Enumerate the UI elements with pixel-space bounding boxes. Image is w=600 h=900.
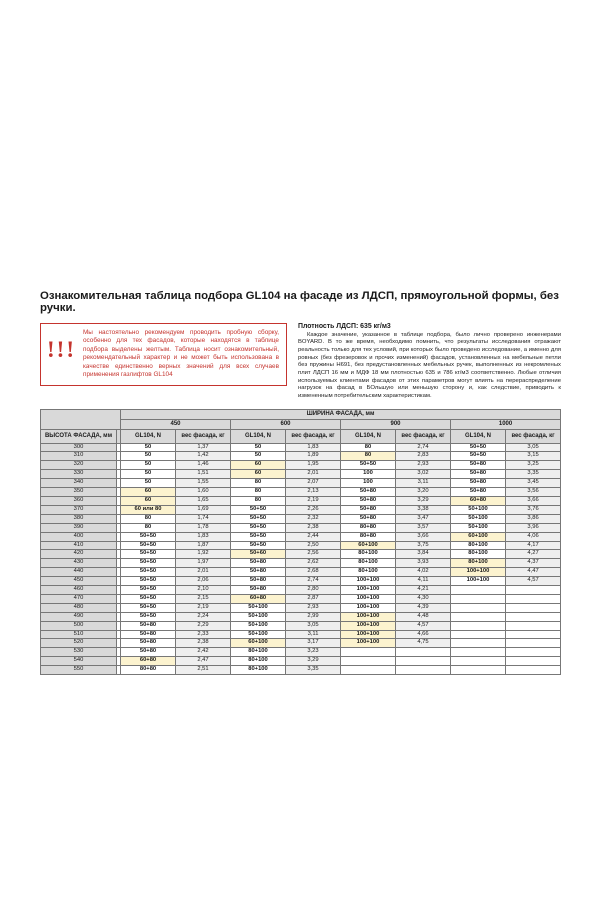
facade-height-cell: 440 (41, 568, 117, 577)
gl104-value-cell: 100 (341, 470, 396, 479)
facade-height-cell: 470 (41, 594, 117, 603)
gl104-value-cell: 50+60 (231, 550, 286, 559)
width-value-header: 900 (341, 419, 451, 429)
facade-weight-cell: 2,33 (176, 630, 231, 639)
warning-box (40, 323, 287, 386)
gl104-value-cell: 80 (231, 479, 286, 488)
facade-height-cell: 490 (41, 612, 117, 621)
facade-height-cell: 310 (41, 452, 117, 461)
gl104-value-cell: 50+50 (121, 532, 176, 541)
table-row (41, 470, 561, 479)
facade-weight-cell: 3,15 (506, 452, 561, 461)
facade-weight-cell: 2,68 (286, 568, 341, 577)
facade-weight-cell: 3,29 (396, 496, 451, 505)
facade-height-cell: 340 (41, 479, 117, 488)
facade-weight-cell: 2,93 (396, 461, 451, 470)
facade-weight-cell: 3,02 (396, 470, 451, 479)
gl104-value-cell: 50+100 (451, 514, 506, 523)
facade-weight-cell: 1,83 (176, 532, 231, 541)
facade-height-cell: 540 (41, 657, 117, 666)
table-body (41, 443, 561, 675)
facade-weight-cell: 3,38 (396, 505, 451, 514)
gl104-value-cell: 80 (231, 488, 286, 497)
facade-weight-cell: 2,01 (176, 568, 231, 577)
gl104-value-cell: 50+100 (231, 621, 286, 630)
empty-cell (341, 666, 396, 675)
facade-weight-cell: 2,80 (286, 586, 341, 595)
gl104-value-cell: 60+80 (231, 594, 286, 603)
facade-weight-cell: 4,02 (396, 568, 451, 577)
facade-weight-cell: 1,55 (176, 479, 231, 488)
facade-weight-cell: 2,47 (176, 657, 231, 666)
empty-cell (396, 657, 451, 666)
gl104-value-cell: 50+50 (231, 514, 286, 523)
weight-column-header: вес фасада, кг (396, 429, 451, 443)
empty-cell (506, 639, 561, 648)
facade-weight-cell: 2,19 (286, 496, 341, 505)
facade-weight-cell: 1,74 (176, 514, 231, 523)
facade-height-cell: 360 (41, 496, 117, 505)
gl104-value-cell: 50+80 (451, 488, 506, 497)
facade-weight-cell: 3,11 (396, 479, 451, 488)
gl104-value-cell: 50+80 (341, 514, 396, 523)
weight-column-header: вес фасада, кг (286, 429, 341, 443)
facade-weight-cell: 4,39 (396, 603, 451, 612)
empty-cell (506, 630, 561, 639)
empty-cell (451, 603, 506, 612)
facade-weight-cell: 2,06 (176, 577, 231, 586)
gl104-value-cell: 80+100 (231, 648, 286, 657)
gl104-value-cell: 50+50 (451, 452, 506, 461)
empty-cell (396, 648, 451, 657)
facade-weight-cell: 3,45 (506, 479, 561, 488)
facade-weight-cell: 4,37 (506, 559, 561, 568)
gl104-value-cell: 80+100 (231, 666, 286, 675)
facade-height-cell: 550 (41, 666, 117, 675)
facade-height-cell: 410 (41, 541, 117, 550)
width-value-header: 450 (121, 419, 231, 429)
facade-weight-cell: 3,20 (396, 488, 451, 497)
facade-weight-cell: 1,46 (176, 461, 231, 470)
facade-weight-cell: 3,57 (396, 523, 451, 532)
table-row (41, 594, 561, 603)
density-note (298, 323, 561, 401)
facade-weight-cell: 3,76 (506, 505, 561, 514)
gl104-value-cell: 50+50 (231, 541, 286, 550)
table-row (41, 612, 561, 621)
gl104-value-cell: 100+100 (341, 612, 396, 621)
gl104-selection-table (40, 409, 561, 676)
facade-weight-cell: 4,47 (506, 568, 561, 577)
gl104-value-cell: 50+80 (231, 559, 286, 568)
empty-cell (506, 621, 561, 630)
facade-weight-cell: 3,66 (506, 496, 561, 505)
gl104-value-cell: 80+100 (451, 559, 506, 568)
facade-weight-cell: 3,25 (506, 461, 561, 470)
gl104-value-cell: 50+80 (451, 461, 506, 470)
empty-cell (451, 630, 506, 639)
document-page (40, 290, 561, 675)
facade-weight-cell: 2,83 (396, 452, 451, 461)
gl104-value-cell: 50+80 (341, 488, 396, 497)
gl104-value-cell: 50+100 (451, 523, 506, 532)
gl104-value-cell: 50+80 (121, 621, 176, 630)
gl104-value-cell: 60+80 (121, 657, 176, 666)
gl104-column-header: GL104, N (341, 429, 396, 443)
density-body-text: Каждое значение, указанное в таблице подбора, было лично проверено инженерами BOYARD. В то же время, необходимо помнить, что результаты исследования отражают реальность только для тех условий, при которых было проведено исследование, а именно для ровных (без фрезеровок и прочих изменений) фасадов, установленных на мебельные петли без пружины H691, без предустановленных мебельных ручек, выполненных из некромленых плит ЛДСП 16 мм и МДФ 18 мм плотностью 635 и 786 кг/м3 соответственно. Любые отличия используемых клиентами фасадов от этих параметров могут влиять на перераспределение нагрузок на фасад в БОльшую или меньшую сторону и, как следствие, приводить к измененным потребительским характеристикам. (298, 331, 561, 399)
gl104-value-cell: 50 (121, 461, 176, 470)
gl104-value-cell: 60 (121, 496, 176, 505)
gl104-value-cell: 80 (231, 496, 286, 505)
table-row (41, 577, 561, 586)
empty-cell (506, 603, 561, 612)
gl104-value-cell: 50+80 (451, 479, 506, 488)
gl104-value-cell: 50 (121, 443, 176, 452)
gl104-value-cell: 50+80 (231, 577, 286, 586)
gl104-value-cell: 50+50 (121, 559, 176, 568)
empty-cell (451, 648, 506, 657)
facade-weight-cell: 1,89 (286, 452, 341, 461)
facade-weight-cell: 2,87 (286, 594, 341, 603)
empty-cell (506, 586, 561, 595)
empty-cell (506, 594, 561, 603)
gl104-value-cell: 80+100 (341, 550, 396, 559)
gl104-value-cell: 50+80 (231, 586, 286, 595)
gl104-value-cell: 100+100 (341, 639, 396, 648)
facade-weight-cell: 4,57 (396, 621, 451, 630)
table-row (41, 666, 561, 675)
gl104-value-cell: 50+50 (121, 541, 176, 550)
warning-text: Мы настоятельно рекомендуем проводить пробную сборку, особенно для тех фасадов, которые находятся в таблице подбора выделены желтым. Таблица носит ознакомительный, рекомендательный характер и не может быть использована в качестве единственно верных значений для всех случаев применения газлифтов GL104 (82, 329, 279, 379)
facade-weight-cell: 2,42 (176, 648, 231, 657)
intro-section (40, 323, 561, 401)
gl104-value-cell: 100+100 (341, 630, 396, 639)
gl104-value-cell: 50 (231, 452, 286, 461)
facade-weight-cell: 1,87 (176, 541, 231, 550)
gl104-value-cell: 50+50 (121, 586, 176, 595)
gl104-value-cell: 100+100 (341, 621, 396, 630)
gl104-value-cell: 50 (121, 452, 176, 461)
gl104-value-cell: 50+50 (451, 443, 506, 452)
facade-weight-cell: 3,96 (506, 523, 561, 532)
gl104-value-cell: 50+100 (451, 505, 506, 514)
table-row (41, 505, 561, 514)
facade-weight-cell: 2,01 (286, 470, 341, 479)
gl104-column-header: GL104, N (231, 429, 286, 443)
facade-weight-cell: 2,15 (176, 594, 231, 603)
gl104-value-cell: 80+100 (451, 550, 506, 559)
facade-weight-cell: 4,66 (396, 630, 451, 639)
facade-weight-cell: 2,10 (176, 586, 231, 595)
gl104-value-cell: 60 (121, 488, 176, 497)
table-row (41, 648, 561, 657)
facade-height-cell: 450 (41, 577, 117, 586)
gl104-value-cell: 60+100 (231, 639, 286, 648)
facade-weight-cell: 3,35 (286, 666, 341, 675)
gl104-value-cell: 80 (341, 443, 396, 452)
facade-height-cell: 320 (41, 461, 117, 470)
gl104-value-cell: 50+50 (121, 568, 176, 577)
table-row (41, 639, 561, 648)
table-header (41, 409, 561, 443)
gl104-value-cell: 50+80 (121, 648, 176, 657)
gl104-value-cell: 50+50 (231, 523, 286, 532)
facade-weight-cell: 4,06 (506, 532, 561, 541)
gl104-value-cell: 60 (231, 470, 286, 479)
gl104-value-cell: 50+50 (231, 505, 286, 514)
facade-weight-cell: 2,56 (286, 550, 341, 559)
gl104-value-cell: 50 (121, 470, 176, 479)
facade-height-cell: 420 (41, 550, 117, 559)
facade-weight-cell: 1,42 (176, 452, 231, 461)
table-row (41, 443, 561, 452)
gl104-value-cell: 100+100 (451, 568, 506, 577)
facade-weight-cell: 4,48 (396, 612, 451, 621)
facade-weight-cell: 4,75 (396, 639, 451, 648)
density-heading: Плотность ЛДСП: 635 кг/м3 (298, 323, 391, 330)
table-corner-cell (41, 409, 121, 429)
facade-weight-cell: 1,60 (176, 488, 231, 497)
facade-weight-cell: 3,56 (506, 488, 561, 497)
facade-weight-cell: 3,05 (286, 621, 341, 630)
facade-weight-cell: 2,32 (286, 514, 341, 523)
empty-cell (396, 666, 451, 675)
facade-weight-cell: 3,35 (506, 470, 561, 479)
gl104-value-cell: 50 (121, 479, 176, 488)
gl104-value-cell: 60+100 (451, 532, 506, 541)
empty-cell (451, 666, 506, 675)
facade-weight-cell: 2,24 (176, 612, 231, 621)
facade-weight-cell: 2,19 (176, 603, 231, 612)
facade-height-cell: 370 (41, 505, 117, 514)
gl104-value-cell: 50+50 (121, 550, 176, 559)
facade-weight-cell: 3,05 (506, 443, 561, 452)
facade-weight-cell: 2,38 (286, 523, 341, 532)
facade-weight-cell: 1,65 (176, 496, 231, 505)
empty-cell (451, 657, 506, 666)
table-row (41, 532, 561, 541)
weight-column-header: вес фасада, кг (506, 429, 561, 443)
facade-weight-cell: 3,17 (286, 639, 341, 648)
empty-cell (451, 639, 506, 648)
gl104-value-cell: 50+50 (121, 594, 176, 603)
facade-weight-cell: 4,30 (396, 594, 451, 603)
facade-weight-cell: 2,51 (176, 666, 231, 675)
facade-height-cell: 400 (41, 532, 117, 541)
facade-weight-cell: 3,29 (286, 657, 341, 666)
gl104-value-cell: 60+80 (451, 496, 506, 505)
gl104-value-cell: 80 (121, 523, 176, 532)
gl104-value-cell: 50+80 (231, 568, 286, 577)
facade-height-cell: 460 (41, 586, 117, 595)
page-title: Ознакомительная таблица подбора GL104 на фасаде из ЛДСП, прямоугольной формы, без ручки. (40, 290, 559, 314)
facade-height-cell: 530 (41, 648, 117, 657)
gl104-column-header: GL104, N (451, 429, 506, 443)
facade-height-cell: 480 (41, 603, 117, 612)
facade-weight-cell: 1,78 (176, 523, 231, 532)
width-header: ШИРИНА ФАСАДА, мм (121, 409, 561, 419)
gl104-value-cell: 50+50 (231, 532, 286, 541)
facade-height-cell: 350 (41, 488, 117, 497)
gl104-value-cell: 60 (231, 461, 286, 470)
facade-weight-cell: 3,75 (396, 541, 451, 550)
facade-weight-cell: 3,86 (506, 514, 561, 523)
gl104-value-cell: 80+100 (451, 541, 506, 550)
gl104-value-cell: 50+80 (341, 505, 396, 514)
facade-height-cell: 520 (41, 639, 117, 648)
facade-weight-cell: 2,74 (396, 443, 451, 452)
table-row (41, 488, 561, 497)
gl104-value-cell: 50+80 (451, 470, 506, 479)
table-row (41, 550, 561, 559)
warning-exclamation-icon: !!! (47, 337, 76, 362)
empty-cell (506, 648, 561, 657)
empty-cell (451, 594, 506, 603)
table-row (41, 657, 561, 666)
gl104-value-cell: 80 (341, 452, 396, 461)
table-row (41, 541, 561, 550)
facade-weight-cell: 1,92 (176, 550, 231, 559)
facade-weight-cell: 3,11 (286, 630, 341, 639)
facade-weight-cell: 2,26 (286, 505, 341, 514)
facade-weight-cell: 3,23 (286, 648, 341, 657)
facade-weight-cell: 2,74 (286, 577, 341, 586)
table-row (41, 603, 561, 612)
facade-height-cell: 430 (41, 559, 117, 568)
gl104-value-cell: 60+100 (341, 541, 396, 550)
facade-weight-cell: 4,57 (506, 577, 561, 586)
gl104-value-cell: 50 (231, 443, 286, 452)
gl104-value-cell: 50+80 (341, 496, 396, 505)
gl104-value-cell: 50+80 (121, 639, 176, 648)
facade-weight-cell: 2,44 (286, 532, 341, 541)
table-row (41, 559, 561, 568)
facade-weight-cell: 4,17 (506, 541, 561, 550)
gl104-value-cell: 80+80 (341, 523, 396, 532)
gl104-value-cell: 50+50 (341, 461, 396, 470)
table-row (41, 496, 561, 505)
empty-cell (341, 648, 396, 657)
table-row (41, 621, 561, 630)
empty-cell (451, 586, 506, 595)
table-row (41, 586, 561, 595)
empty-cell (506, 666, 561, 675)
table-row (41, 523, 561, 532)
facade-height-cell: 500 (41, 621, 117, 630)
empty-cell (451, 621, 506, 630)
width-value-header: 1000 (451, 419, 561, 429)
weight-column-header: вес фасада, кг (176, 429, 231, 443)
width-value-header: 600 (231, 419, 341, 429)
facade-weight-cell: 3,66 (396, 532, 451, 541)
facade-weight-cell: 1,97 (176, 559, 231, 568)
table-row (41, 630, 561, 639)
facade-weight-cell: 3,47 (396, 514, 451, 523)
facade-height-cell: 330 (41, 470, 117, 479)
facade-height-cell: 510 (41, 630, 117, 639)
facade-weight-cell: 2,62 (286, 559, 341, 568)
facade-weight-cell: 1,83 (286, 443, 341, 452)
gl104-value-cell: 80+80 (341, 532, 396, 541)
gl104-value-cell: 80+100 (341, 568, 396, 577)
gl104-value-cell: 80+100 (231, 657, 286, 666)
empty-cell (506, 612, 561, 621)
facade-weight-cell: 1,51 (176, 470, 231, 479)
facade-weight-cell: 1,95 (286, 461, 341, 470)
facade-weight-cell: 4,27 (506, 550, 561, 559)
gl104-value-cell: 50+50 (121, 603, 176, 612)
gl104-column-header: GL104, N (121, 429, 176, 443)
gl104-value-cell: 80+100 (341, 559, 396, 568)
empty-cell (506, 657, 561, 666)
facade-height-cell: 380 (41, 514, 117, 523)
facade-weight-cell: 2,93 (286, 603, 341, 612)
facade-weight-cell: 2,13 (286, 488, 341, 497)
gl104-value-cell: 100+100 (451, 577, 506, 586)
gl104-value-cell: 100+100 (341, 594, 396, 603)
table-row (41, 568, 561, 577)
gl104-value-cell: 80 (121, 514, 176, 523)
facade-height-cell: 300 (41, 443, 117, 452)
gl104-value-cell: 100+100 (341, 577, 396, 586)
height-header: ВЫСОТА ФАСАДА, мм (41, 429, 117, 443)
facade-height-cell: 390 (41, 523, 117, 532)
facade-weight-cell: 2,29 (176, 621, 231, 630)
gl104-value-cell: 100+100 (341, 603, 396, 612)
facade-weight-cell: 2,38 (176, 639, 231, 648)
facade-weight-cell: 1,69 (176, 505, 231, 514)
facade-weight-cell: 3,93 (396, 559, 451, 568)
facade-weight-cell: 2,50 (286, 541, 341, 550)
facade-weight-cell: 4,11 (396, 577, 451, 586)
gl104-value-cell: 50+100 (231, 603, 286, 612)
table-row (41, 461, 561, 470)
gl104-value-cell: 60 или 80 (121, 505, 176, 514)
gl104-value-cell: 50+100 (231, 612, 286, 621)
facade-weight-cell: 3,84 (396, 550, 451, 559)
facade-weight-cell: 2,99 (286, 612, 341, 621)
gl104-value-cell: 50+50 (121, 612, 176, 621)
facade-weight-cell: 2,07 (286, 479, 341, 488)
table-row (41, 514, 561, 523)
facade-weight-cell: 4,21 (396, 586, 451, 595)
table-row (41, 452, 561, 461)
gl104-value-cell: 50+100 (231, 630, 286, 639)
empty-cell (451, 612, 506, 621)
gl104-value-cell: 50+80 (121, 630, 176, 639)
empty-cell (341, 657, 396, 666)
gl104-value-cell: 50+50 (121, 577, 176, 586)
table-row (41, 479, 561, 488)
gl104-value-cell: 100+100 (341, 586, 396, 595)
gl104-value-cell: 80+80 (121, 666, 176, 675)
facade-weight-cell: 1,37 (176, 443, 231, 452)
gl104-value-cell: 100 (341, 479, 396, 488)
